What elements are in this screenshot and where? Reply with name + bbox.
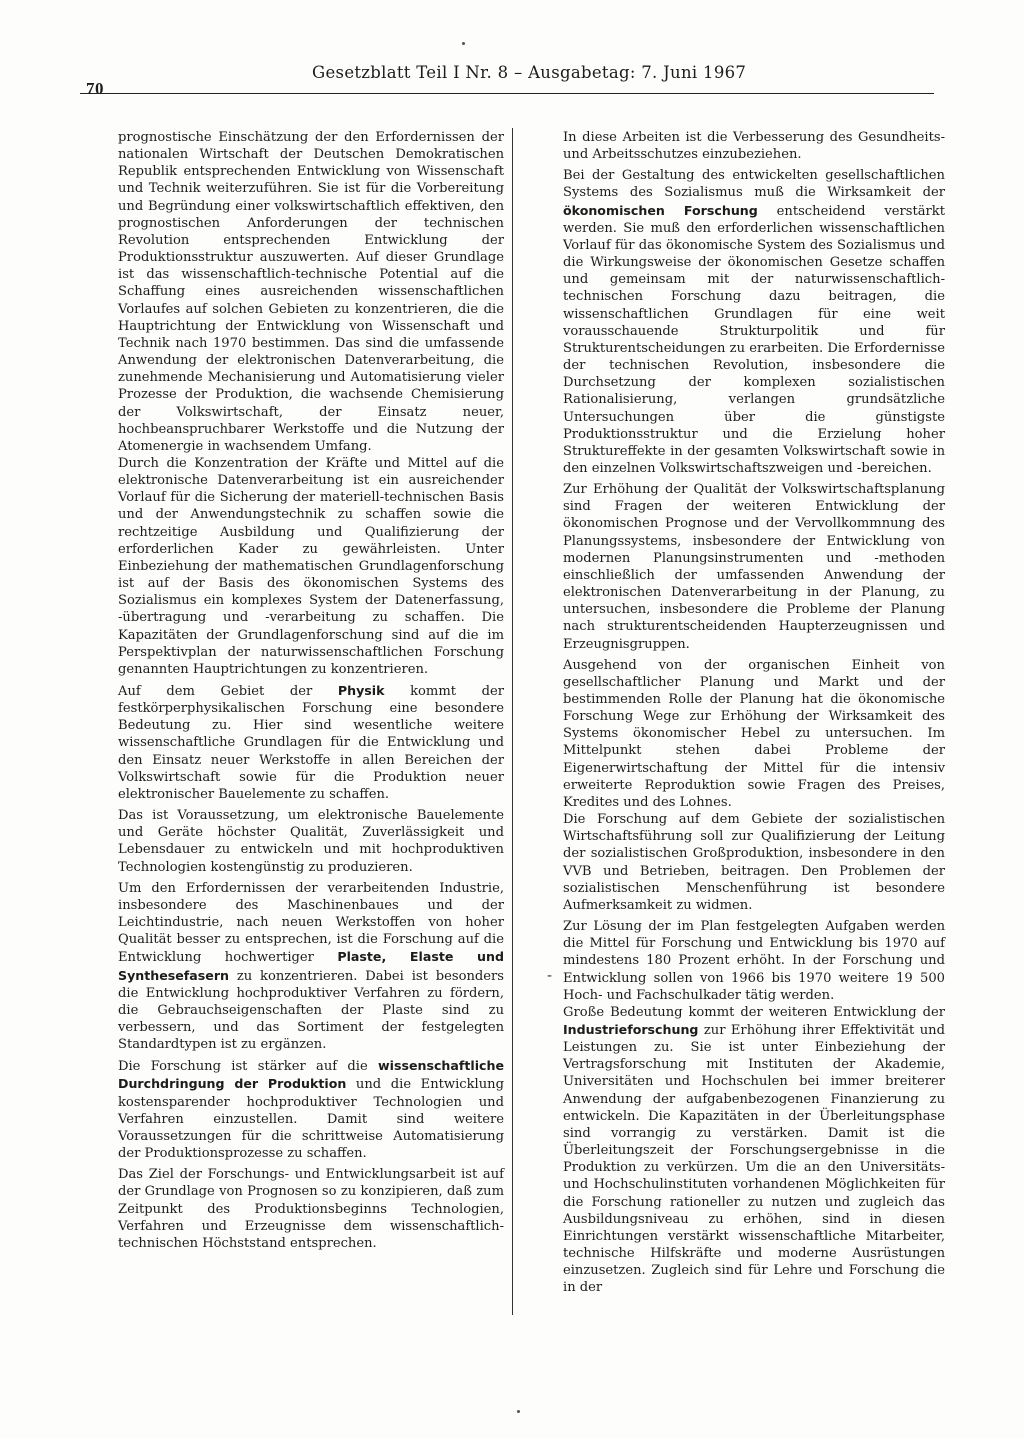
paragraph [118, 880, 504, 1054]
bold-term: Industrieforschung [563, 1021, 699, 1037]
text-run: und die Entwicklung kostensparender hochproduktiver Technologien und Verfahren einzustellen. Damit sind weitere Voraussetzungen für die schrittweise Automatisierung der Produktionsprozesse zu schaffen. [118, 1077, 504, 1162]
scan-speck [517, 1410, 520, 1413]
bold-term: Physik [337, 683, 385, 698]
text-run: Auf dem Gebiet der [118, 684, 338, 699]
text-run: kommt der festkörperphysikalischen Forschung eine besondere Bedeutung zu. Hier sind wesentliche weitere wissenschaftliche Grundlagen für die Entwicklung und den Einsatz neuer Werkstoffe in allen Bereichen der Volkswirtschaft sowie für die Produktion neuer elektronischer Bauelemente zu schaffen. [118, 684, 504, 802]
scan-speck [462, 42, 465, 45]
paragraph [563, 167, 945, 477]
text-run: Die Forschung ist stärker auf die [118, 1059, 379, 1075]
paragraph: Ausgehend von der organischen Einheit von gesellschaftlicher Planung und Markt und der bestimmenden Rolle der Planung hat die ökonomische Forschung Wege zur Erhöhung der Wirksamkeit des Systems ökonomischer Hebel zu untersuchen. Im Mittelpunkt stehen dabei Probleme der Eigenerwirtschaftung der Mittel für die intensiv erweiterte Reproduktion sowie Fragen des Preises, Kredites und des Lohnes. [563, 657, 945, 810]
paragraph [563, 1004, 945, 1297]
column-divider [512, 128, 513, 1315]
bold-term: Plaste, Elaste und Synthesefasern [118, 949, 504, 983]
paragraph: Zur Lösung der im Plan festgelegten Aufgaben werden die Mittel für Forschung und Entwicklung bis 1970 auf mindestens 180 Prozent erhöht. In der Forschung und Entwicklung sollen von 1966 bis 1970 weitere 19 500 Hoch- und Fachschulkader tätig werden. [563, 919, 945, 1003]
page-number: 70 [86, 79, 104, 98]
text-run: Große Bedeutung kommt der weiteren Entwicklung der [563, 1004, 945, 1020]
paragraph: Zur Erhöhung der Qualität der Volkswirtschaftsplanung sind Fragen der weiteren Entwicklung der ökonomischen Prognose und der Vervollkommnung des Planungssystems, insbesondere der Entwicklung von modernen Planungsinstrumenten und -methoden einschließlich der umfassenden Anwendung der elektronischen Datenverarbeitung in der Planung, zu untersuchen, insbesondere die Probleme der Planung nach strukturentscheidenden Haupterzeugnissen und Erzeugnisgruppen. [563, 482, 945, 652]
text-run: Bei der Gestaltung des entwickelten gesellschaftlichen Systems des Sozialismus muß die Wirksamkeit der [563, 168, 945, 201]
paragraph [118, 1057, 504, 1162]
text-run: Um den Erfordernissen der verarbeitenden Industrie, insbesondere des Maschinenbaues und der Leichtindustrie, nach neuen Werkstoffen von hoher Qualität besser zu entsprechen, ist die Forschung auf die Entwicklung hochwertiger [118, 880, 504, 966]
margin-mark: - [547, 968, 553, 984]
right-column [563, 129, 945, 1300]
paragraph: In diese Arbeiten ist die Verbesserung des Gesundheits- und Arbeitsschutzes einzubeziehen. [563, 130, 945, 163]
bold-term: ökonomischen Forschung [563, 202, 758, 218]
running-head: Gesetzblatt Teil I Nr. 8 – Ausgabetag: 7. Juni 1967 [312, 63, 747, 82]
paragraph [118, 682, 504, 803]
header-rule [80, 93, 934, 94]
paragraph: prognostische Einschätzung der den Erfordernissen der nationalen Wirtschaft der Deutschen Demokratischen Republik entsprechenden Entwicklung von Wissenschaft und Technik weiterzuführen. Sie ist für die Vorbereitung und Begründung einer volkswirtschaftlich effektiven, den prognostischen Anforderungen der technischen Revolution entsprechenden Entwicklung der Produktionsstruktur auszuwerten. Auf dieser Grundlage ist das wissenschaftlich-technische Potential auf die Schaffung eines ausreichenden wissenschaftlichen Vorlaufes auf solchen Gebieten zu konzentrieren, die die Hauptrichtung der Entwicklung von Wissenschaft und Technik nach 1970 bestimmen. Das sind die umfassende Anwendung der elektronischen Datenverarbeitung, die zunehmende Mechanisierung und Automatisierung vieler Prozesse der Produktion, die wachsende Chemisierung der Volkswirtschaft, der Einsatz neuer, hochbeanspruchbarer Werkstoffe und die Nutzung der Atomenergie in wachsendem Umfang. [118, 130, 504, 454]
bold-term: wissenschaftliche Durchdringung der Produktion [118, 1058, 504, 1092]
left-column [118, 129, 504, 1256]
paragraph: Das Ziel der Forschungs- und Entwicklungsarbeit ist auf der Grundlage von Prognosen so zu konzipieren, daß zum Zeitpunkt des Produktionsbeginns Technologien, Verfahren und Erzeugnisse dem wissenschaftlich-technischen Höchststand entsprechen. [118, 1167, 504, 1251]
text-run: zur Erhöhung ihrer Effektivität und Leistungen zu. Sie ist unter Einbeziehung der Vertragsforschung mit Instituten der Akademie, Universitäten und Hochschulen bei immer breiterer Anwendung der aufgabenbezogenen Finanzierung zu entwickeln. Die Kapazitäten in der Überleitungsphase sind vorrangig zu verstärken. Damit ist die Überleitungszeit der Forschungsergebnisse in die Produktion zu verkürzen. Um die an den Universitäts- und Hochschulinstituten vorhandenen Möglichkeiten für die Forschung rationeller zu nutzen und zugleich das Ausbildungsniveau zu erhöhen, sind in diesen Einrichtungen verstärkt wissenschaftliche Mitarbeiter, technische Hilfskräfte und moderne Ausrüstungen einzusetzen. Zugleich sind für Lehre und Forschung die in der [563, 1022, 945, 1296]
paragraph: Durch die Konzentration der Kräfte und Mittel auf die elektronische Datenverarbeitung ist ein ausreichender Vorlauf für die Sicherung der materiell-technischen Basis und der Anwendungstechnik zu schaffen sowie die rechtzeitige Ausbildung und Qualifizierung der erforderlichen Kader zu gewährleisten. Unter Einbeziehung der mathematischen Grundlagenforschung ist auf der Basis des ökonomischen Systems des Sozialismus ein komplexes System der Datenerfassung, -übertragung und -verarbeitung zu schaffen. Die Kapazitäten der Grundlagenforschung sind auf die im Perspektivplan der naturwissenschaftlichen Forschung genannten Hauptrichtungen zu konzentrieren. [118, 455, 504, 677]
text-run: entscheidend verstärkt werden. Sie muß den erforderlichen wissenschaftlichen Vorlauf für das ökonomische System des Sozialismus und die Wirkungsweise der ökonomischen Gesetze schaffen und gemeinsam mit der naturwissenschaftlich-technischen Forschung dazu beitragen, die wissenschaftlichen Grundlagen für eine weit vorausschauende Strukturpolitik und für Strukturentscheidungen zu erarbeiten. Die Erfordernisse der technischen Revolution, insbesondere die Durchsetzung der komplexen sozialistischen Rationalisierung, verlangen grundsätzliche Untersuchungen über die günstigste Produktionsstruktur und die Erzielung hoher Struktureffekte in der gesamten Volkswirtschaft sowie in den einzelnen Volkswirtschaftszweigen und -bereichen. [563, 203, 945, 476]
text-run: zu konzentrieren. Dabei ist besonders die Entwicklung hochproduktiver Verfahren zu fördern, die Gebrauchseigenschaften der Plaste sind zu verbessern, und das Sortiment der festgelegten Standardtypen ist zu ergänzen. [118, 968, 504, 1053]
paragraph: Das ist Voraussetzung, um elektronische Bauelemente und Geräte höchster Qualität, Zuverlässigkeit und Lebensdauer zu entwickeln und mit hochproduktiven Technologien kostengünstig zu produzieren. [118, 808, 504, 875]
paragraph: Die Forschung auf dem Gebiete der sozialistischen Wirtschaftsführung soll zur Qualifizierung der Leitung der sozialistischen Großproduktion, insbesondere in den VVB und Betrieben, beitragen. Den Problemen der sozialistischen Menschenführung ist besondere Aufmerksamkeit zu widmen. [563, 812, 945, 913]
